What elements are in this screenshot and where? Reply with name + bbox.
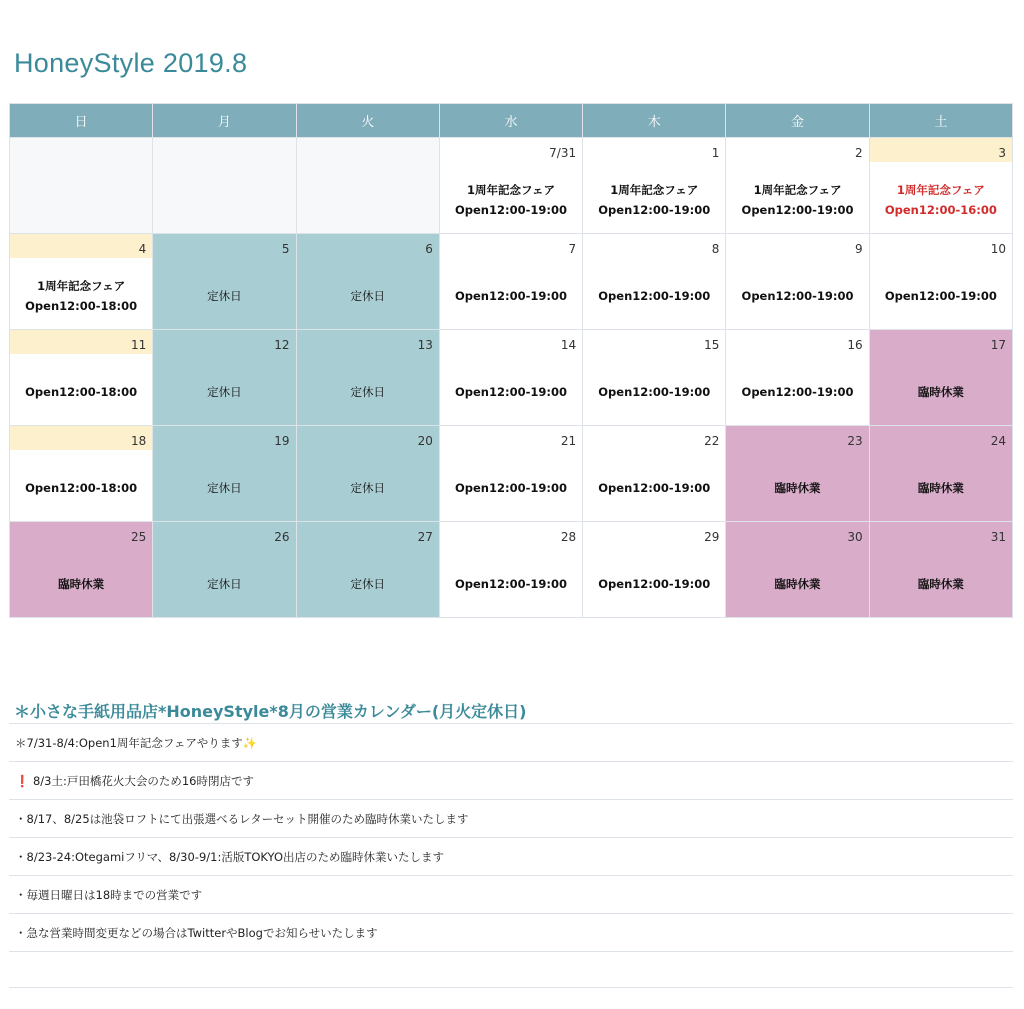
day-number: 16	[847, 338, 863, 352]
cell-content	[583, 330, 725, 425]
day-number: 18	[131, 434, 147, 448]
day-status-line: 定休日	[207, 288, 242, 303]
day-status	[153, 270, 295, 329]
day-status-line: 定休日	[350, 480, 385, 495]
day-status-line: Open12:00-19:00	[741, 202, 854, 217]
day-number: 27	[417, 530, 433, 544]
day-number: 3	[998, 146, 1006, 160]
day-number: 28	[560, 530, 577, 544]
cell-content	[726, 330, 868, 425]
day-number: 31	[990, 530, 1006, 544]
cell-content	[726, 138, 868, 233]
day-status-line: Open12:00-19:00	[598, 202, 711, 217]
calendar-day-cell	[153, 522, 296, 618]
cell-content	[870, 426, 1012, 521]
day-status	[440, 270, 582, 329]
day-number: 4	[138, 242, 147, 256]
day-status-line: Open12:00-19:00	[454, 288, 567, 303]
cell-content	[870, 522, 1012, 617]
page-title: HoneyStyle 2019.8	[14, 48, 248, 78]
day-number: 14	[560, 338, 577, 352]
day-status	[870, 558, 1012, 617]
weekday-thu: 木	[583, 104, 726, 138]
calendar-day-cell	[153, 426, 296, 522]
cell-content	[297, 522, 439, 617]
day-status	[583, 462, 725, 521]
day-number: 24	[990, 434, 1006, 448]
day-number: 30	[847, 530, 863, 544]
calendar-day-cell	[583, 330, 726, 426]
calendar-day-cell	[439, 330, 582, 426]
cell-content	[10, 426, 152, 521]
day-status	[153, 366, 295, 425]
day-status-line: Open12:00-19:00	[454, 202, 567, 217]
calendar-day-cell	[296, 234, 439, 330]
calendar-day-cell	[726, 138, 869, 234]
day-number: 7/31	[549, 146, 577, 160]
day-status	[10, 558, 152, 617]
notes-list	[9, 724, 1013, 952]
calendar-week-row	[10, 234, 1013, 330]
note-item: ・毎週日曜日は18時までの営業です	[9, 876, 1013, 914]
cell-content	[583, 234, 725, 329]
day-number: 29	[704, 530, 720, 544]
calendar-cell-empty	[10, 138, 153, 234]
day-number-highlight	[870, 138, 1012, 162]
calendar-day-cell	[726, 234, 869, 330]
day-status-line: Open12:00-18:00	[25, 298, 138, 313]
day-number: 5	[281, 242, 290, 256]
day-status	[583, 558, 725, 617]
cell-content	[726, 234, 868, 329]
day-number: 13	[417, 338, 433, 352]
day-status-line: 1周年記念フェア	[753, 182, 842, 197]
calendar-day-cell	[583, 234, 726, 330]
day-status-line: 臨時休業	[917, 480, 964, 495]
calendar-day-cell	[10, 522, 153, 618]
day-status	[440, 366, 582, 425]
day-status	[153, 558, 295, 617]
day-status-line: 臨時休業	[774, 480, 821, 495]
day-status	[870, 174, 1012, 233]
day-status-line: 1周年記念フェア	[467, 182, 555, 197]
day-number: 12	[274, 338, 290, 352]
calendar-day-cell	[869, 138, 1012, 234]
day-status	[440, 558, 582, 617]
day-status	[583, 174, 725, 233]
day-status	[726, 462, 868, 521]
note-item: ・8/17、8/25は池袋ロフトにて出張選べるレターセット開催のため臨時休業いたします	[9, 800, 1013, 838]
cell-content	[726, 426, 868, 521]
day-number: 8	[711, 242, 720, 256]
day-status-line: 1周年記念フェア	[37, 278, 126, 293]
day-status-line: 1周年記念フェア	[610, 182, 699, 197]
calendar-day-cell	[439, 522, 582, 618]
day-status	[870, 366, 1012, 425]
day-status-line: 1周年記念フェア	[896, 182, 985, 197]
day-status-line: 臨時休業	[917, 576, 964, 591]
weekday-sun: 日	[10, 104, 153, 138]
day-status-line: Open12:00-18:00	[25, 480, 138, 495]
day-status-line: 臨時休業	[917, 384, 964, 399]
note-item: ・急な営業時間変更などの場合はTwitterやBlogでお知らせいたします	[9, 914, 1013, 952]
note-item: ・8/23-24:Otegamiフリマ、8/30-9/1:活版TOKYO出店のため臨時休業いたします	[9, 838, 1013, 876]
day-number: 9	[855, 242, 863, 256]
day-status	[870, 462, 1012, 521]
day-status-line: Open12:00-19:00	[884, 288, 997, 303]
cell-content	[10, 234, 152, 329]
cell-content	[10, 522, 152, 617]
cell-content	[440, 522, 582, 617]
day-status	[726, 270, 868, 329]
day-number: 1	[711, 146, 720, 160]
weekday-fri: 金	[726, 104, 869, 138]
day-number: 21	[560, 434, 577, 448]
calendar-week-row	[10, 138, 1013, 234]
day-status	[440, 174, 582, 233]
day-status	[10, 462, 152, 521]
day-status	[153, 462, 295, 521]
cell-content	[583, 138, 725, 233]
day-status	[726, 366, 868, 425]
cell-content	[153, 234, 295, 329]
calendar-cell-empty	[296, 138, 439, 234]
day-status-line: Open12:00-19:00	[741, 288, 854, 303]
day-status-line: 定休日	[207, 576, 242, 591]
day-status	[726, 174, 868, 233]
cell-content	[870, 330, 1012, 425]
day-number: 15	[704, 338, 720, 352]
day-number: 17	[990, 338, 1006, 352]
cell-content	[297, 234, 439, 329]
day-status-line: Open12:00-18:00	[25, 384, 138, 399]
calendar-day-cell	[153, 330, 296, 426]
note-item: ❗ 8/3土:戸田橋花火大会のため16時閉店です	[9, 762, 1013, 800]
day-number: 25	[131, 530, 147, 544]
cell-content	[10, 138, 152, 233]
calendar-day-cell	[153, 234, 296, 330]
day-status-line: Open12:00-16:00	[884, 202, 997, 217]
calendar-day-cell	[10, 330, 153, 426]
cell-content	[440, 138, 582, 233]
day-number: 26	[274, 530, 290, 544]
day-status	[583, 270, 725, 329]
day-number-highlight	[10, 234, 152, 258]
day-number: 10	[990, 242, 1006, 256]
calendar-day-cell	[869, 330, 1012, 426]
day-status-line: Open12:00-19:00	[454, 384, 567, 399]
cell-content	[583, 522, 725, 617]
calendar	[9, 103, 1013, 618]
calendar-cell-empty	[153, 138, 296, 234]
day-number: 6	[425, 242, 433, 256]
cell-content	[870, 234, 1012, 329]
day-number: 22	[704, 434, 720, 448]
day-status-line: Open12:00-19:00	[598, 480, 711, 495]
calendar-day-cell	[296, 522, 439, 618]
day-status-line: 臨時休業	[774, 576, 821, 591]
day-number: 19	[274, 434, 290, 448]
calendar-day-cell	[726, 426, 869, 522]
day-status	[583, 366, 725, 425]
calendar-day-cell	[583, 426, 726, 522]
cell-content	[440, 234, 582, 329]
day-status	[10, 270, 152, 329]
calendar-day-cell	[583, 138, 726, 234]
calendar-day-cell	[439, 138, 582, 234]
day-status-line: 定休日	[350, 384, 385, 399]
calendar-week-row	[10, 522, 1013, 618]
cell-content	[870, 138, 1012, 233]
weekday-tue: 火	[296, 104, 439, 138]
day-status-line: 定休日	[207, 384, 242, 399]
day-number: 7	[568, 242, 577, 256]
calendar-week-row	[10, 330, 1013, 426]
day-status-line: Open12:00-19:00	[598, 384, 711, 399]
cell-content	[726, 522, 868, 617]
cell-content	[153, 426, 295, 521]
day-status	[10, 366, 152, 425]
note-item: ＊7/31-8/4:Open1周年記念フェアやります✨	[9, 724, 1013, 762]
calendar-day-cell	[296, 426, 439, 522]
day-number: 11	[131, 338, 147, 352]
calendar-day-cell	[296, 330, 439, 426]
cell-content	[583, 426, 725, 521]
cell-content	[297, 426, 439, 521]
calendar-day-cell	[10, 426, 153, 522]
day-status-line: Open12:00-19:00	[454, 576, 567, 591]
divider	[9, 987, 1013, 988]
day-status	[297, 462, 439, 521]
weekday-mon: 月	[153, 104, 296, 138]
cell-content	[297, 330, 439, 425]
cell-content	[153, 330, 295, 425]
cell-content	[297, 138, 439, 233]
day-status-line: Open12:00-19:00	[454, 480, 567, 495]
calendar-body	[10, 138, 1013, 618]
day-status	[440, 462, 582, 521]
cell-content	[440, 426, 582, 521]
day-number: 20	[417, 434, 433, 448]
calendar-day-cell	[869, 426, 1012, 522]
day-status-line: Open12:00-19:00	[598, 576, 711, 591]
weekday-sat: 土	[869, 104, 1012, 138]
weekday-wed: 水	[439, 104, 582, 138]
day-status-line: 定休日	[350, 288, 385, 303]
cell-content	[10, 330, 152, 425]
day-status	[297, 366, 439, 425]
cell-content	[153, 522, 295, 617]
day-status	[297, 270, 439, 329]
calendar-day-cell	[439, 426, 582, 522]
calendar-day-cell	[583, 522, 726, 618]
day-status-line: 定休日	[207, 480, 242, 495]
cell-content	[440, 330, 582, 425]
calendar-day-cell	[726, 330, 869, 426]
day-status	[726, 558, 868, 617]
day-status	[870, 270, 1012, 329]
weekday-header-row	[10, 104, 1013, 138]
day-status-line: Open12:00-19:00	[598, 288, 711, 303]
calendar-day-cell	[869, 234, 1012, 330]
calendar-week-row	[10, 426, 1013, 522]
day-number: 23	[847, 434, 863, 448]
day-status-line: Open12:00-19:00	[741, 384, 854, 399]
day-status-line: 定休日	[350, 576, 385, 591]
day-number: 2	[855, 146, 863, 160]
cell-content	[153, 138, 295, 233]
calendar-day-cell	[10, 234, 153, 330]
notes-title: ＊小さな手紙用品店*HoneyStyle*8月の営業カレンダー(月火定休日)	[14, 702, 527, 721]
calendar-day-cell	[726, 522, 869, 618]
day-status-line: 臨時休業	[58, 576, 105, 591]
calendar-day-cell	[439, 234, 582, 330]
day-status	[297, 558, 439, 617]
calendar-day-cell	[869, 522, 1012, 618]
